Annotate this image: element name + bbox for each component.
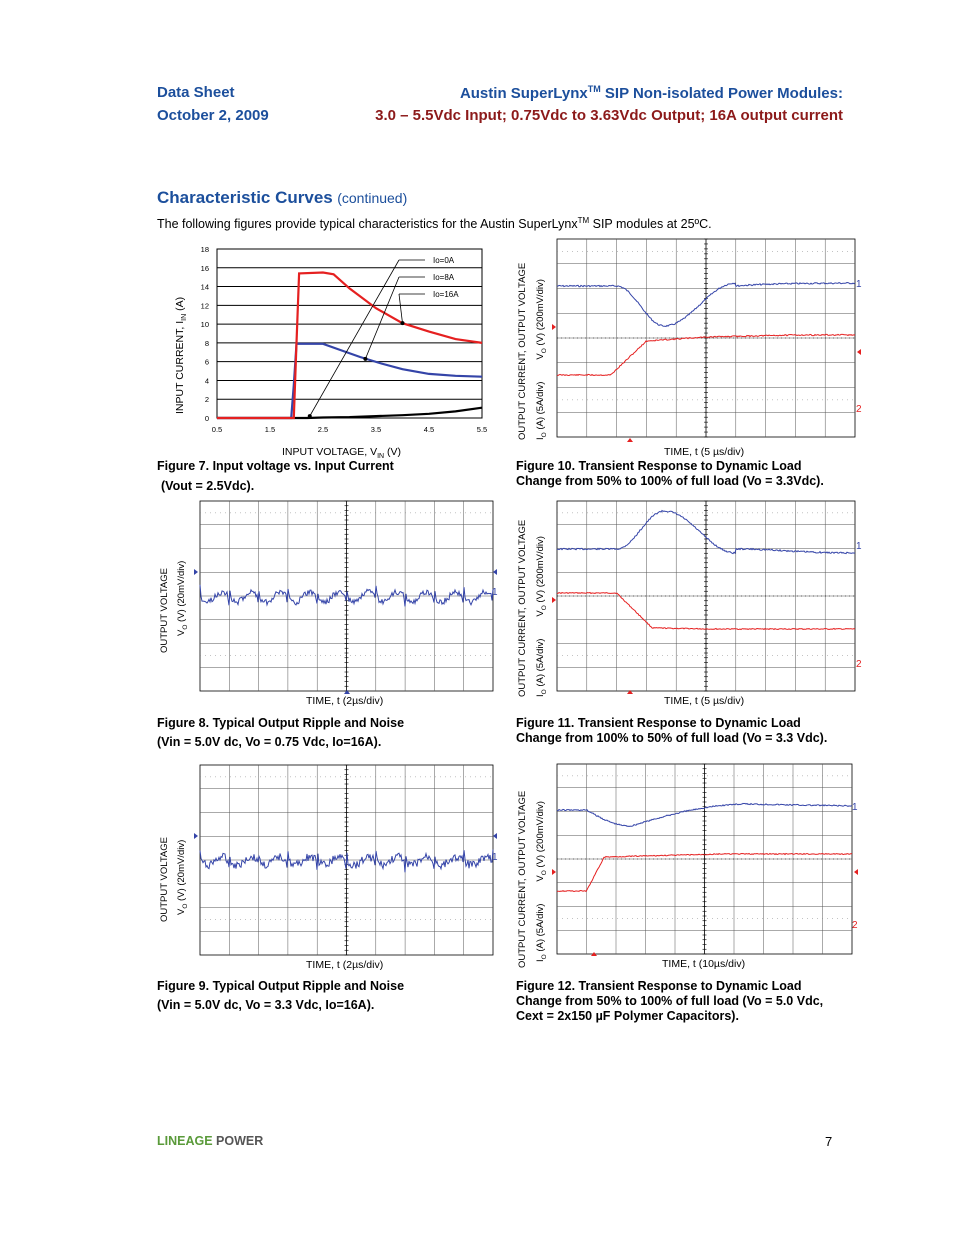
doc-title-pre: Austin SuperLynx bbox=[459, 85, 588, 102]
fig7-ytick-label: 14 bbox=[200, 282, 209, 292]
fig7-ylabel-text: INPUT CURRENT, I bbox=[174, 320, 186, 414]
fig11-ylabel-2 bbox=[535, 536, 548, 697]
fig7-xtick-label: 2.5 bbox=[317, 425, 329, 434]
fig7-ytick-label: 6 bbox=[204, 357, 209, 367]
fig7-plot-area bbox=[201, 245, 488, 434]
fig12-ylabel-v-unit: (V) (200mV/div) bbox=[535, 801, 546, 871]
fig7-xlabel-text: INPUT VOLTAGE, V bbox=[282, 446, 378, 458]
fig7-chart bbox=[196, 240, 492, 440]
fig11-marker-1: 1 bbox=[856, 541, 862, 552]
fig11-xlabel: TIME, t (5 µs/div) bbox=[664, 695, 745, 707]
fig12-ylabel-v-sub: O bbox=[540, 870, 548, 876]
fig9-scope bbox=[190, 763, 502, 959]
fig7-caption-2: (Vout = 2.5Vdc). bbox=[161, 479, 255, 493]
fig8-caption: Figure 8. Typical Output Ripple and Noise bbox=[157, 716, 405, 730]
section-heading bbox=[157, 188, 407, 208]
fig10-marker-1: 1 bbox=[856, 279, 862, 290]
fig10-marker-2: 2 bbox=[856, 404, 862, 415]
fig10-ylabel-2 bbox=[535, 279, 548, 440]
fig12-ylabel-2 bbox=[535, 801, 548, 962]
fig7-xtick-label: 3.5 bbox=[370, 425, 382, 434]
fig7-xlabel bbox=[282, 446, 401, 460]
fig7-legend-arrowhead bbox=[401, 321, 405, 325]
fig11-ylabel-v-sub: O bbox=[540, 605, 548, 611]
fig11-ylabel-v-unit: (V) (200mV/div) bbox=[535, 536, 546, 606]
section-title: Characteristic Curves bbox=[157, 188, 333, 207]
fig12-level-marker-right bbox=[854, 869, 858, 875]
fig11-scope bbox=[550, 499, 868, 697]
fig12-plot-area bbox=[552, 764, 858, 956]
fig12-caption: Figure 12. Transient Response to Dynamic Load bbox=[516, 979, 802, 993]
fig7-xtick-label: 0.5 bbox=[211, 425, 223, 434]
fig12-ylabel-v: V bbox=[535, 875, 546, 882]
fig8-ylabel-v-sub: O bbox=[181, 624, 189, 630]
fig10-caption-2: Change from 50% to 100% of full load (Vo = 3.3Vdc). bbox=[516, 474, 824, 488]
fig10-xlabel: TIME, t (5 µs/div) bbox=[664, 446, 745, 458]
fig8-level-marker-right bbox=[493, 569, 497, 575]
fig9-caption: Figure 9. Typical Output Ripple and Noise bbox=[157, 979, 405, 993]
fig11-plot-area bbox=[552, 501, 855, 694]
fig7-caption: Figure 7. Input voltage vs. Input Current bbox=[157, 459, 394, 473]
fig11-ylabel-1: OUTPUT CURRENT, OUTPUT VOLTAGE bbox=[517, 519, 528, 697]
fig10-plot-area bbox=[552, 239, 861, 442]
fig8-level-marker-left bbox=[194, 569, 198, 575]
fig8-plot-area bbox=[194, 501, 497, 694]
fig7-legend-arrow bbox=[399, 294, 403, 323]
fig7-ylabel-unit: (A) bbox=[174, 296, 186, 314]
doc-type: Data Sheet bbox=[157, 84, 235, 101]
fig11-ylabel-i: I bbox=[535, 694, 546, 697]
fig12-caption-2: Change from 50% to 100% of full load (Vo = 5.0 Vdc, bbox=[516, 994, 824, 1008]
fig7-ytick-label: 16 bbox=[200, 263, 209, 273]
fig7-legend-arrow bbox=[310, 260, 399, 416]
fig7-xlabel-sub: IN bbox=[377, 453, 385, 461]
intro-pre: The following figures provide typical characteristics for the Austin SuperLynx bbox=[157, 217, 578, 232]
fig10-trigger-marker bbox=[627, 438, 633, 442]
doc-date: October 2, 2009 bbox=[157, 107, 269, 124]
fig11-marker-2: 2 bbox=[856, 659, 862, 670]
footer-brand bbox=[157, 1134, 263, 1148]
fig7-legend-arrowhead bbox=[363, 357, 367, 361]
fig7-legend-label: Io=0A bbox=[433, 256, 455, 265]
fig10-ylabel-v-unit: (V) (200mV/div) bbox=[535, 279, 546, 349]
section-intro bbox=[157, 216, 712, 231]
fig7-legend-label: Io=16A bbox=[433, 290, 459, 299]
fig9-level-marker-right bbox=[493, 833, 497, 839]
fig9-xlabel: TIME, t (2µs/div) bbox=[306, 959, 384, 971]
fig8-marker-1: 1 bbox=[492, 587, 498, 598]
fig12-caption-3: Cext = 2x150 µF Polymer Capacitors). bbox=[516, 1009, 739, 1023]
fig7-ytick-label: 2 bbox=[204, 395, 209, 405]
section-title-note: (continued) bbox=[337, 190, 408, 206]
fig10-ylabel-i-unit: (A) (5A/div) bbox=[535, 381, 546, 433]
fig12-ylabel-i: I bbox=[535, 959, 546, 962]
fig8-ylabel-v-unit: (V) (20mV/div) bbox=[176, 560, 187, 625]
fig9-marker-1: 1 bbox=[492, 852, 498, 863]
fig8-ylabel-2 bbox=[176, 561, 189, 636]
fig11-ylabel-i-unit: (A) (5A/div) bbox=[535, 638, 546, 690]
fig9-ylabel-2 bbox=[176, 840, 189, 915]
doc-title-post: SIP Non-isolated Power Modules: bbox=[600, 85, 843, 102]
fig11-ylabel-i-sub: O bbox=[540, 689, 548, 695]
fig7-xlabel-unit: (V) bbox=[384, 446, 402, 458]
footer-brand-lineage: LINEAGE bbox=[157, 1134, 213, 1148]
fig7-legend-label: Io=8A bbox=[433, 273, 455, 282]
fig12-marker-2: 2 bbox=[852, 920, 858, 931]
fig12-level-marker-left bbox=[552, 869, 556, 875]
fig7-ylabel bbox=[174, 297, 188, 414]
footer-brand-power: POWER bbox=[212, 1134, 264, 1148]
fig12-ylabel-i-unit: (A) (5A/div) bbox=[535, 903, 546, 955]
fig8-xlabel: TIME, t (2µs/div) bbox=[306, 695, 384, 707]
doc-title bbox=[460, 84, 843, 102]
fig9-ylabel-v-unit: (V) (20mV/div) bbox=[176, 839, 187, 904]
fig10-ylabel-v: V bbox=[535, 353, 546, 360]
fig12-xlabel: TIME, t (10µs/div) bbox=[662, 958, 746, 970]
fig11-caption-2: Change from 100% to 50% of full load (Vo = 3.3 Vdc). bbox=[516, 731, 828, 745]
fig7-ytick-label: 12 bbox=[200, 301, 209, 311]
page-number: 7 bbox=[825, 1134, 833, 1149]
fig7-ytick-label: 4 bbox=[204, 376, 209, 386]
fig10-ylabel-i-sub: O bbox=[540, 432, 548, 438]
fig10-ylabel-1: OUTPUT CURRENT, OUTPUT VOLTAGE bbox=[517, 262, 528, 440]
fig7-ytick-label: 10 bbox=[200, 320, 209, 330]
fig8-scope bbox=[190, 499, 502, 697]
fig10-level-marker-right bbox=[857, 349, 861, 355]
fig12-ylabel-1: OUTPUT CURRENT, OUTPUT VOLTAGE bbox=[517, 790, 528, 968]
fig7-series-line bbox=[217, 408, 482, 418]
fig7-ylabel-sub: IN bbox=[181, 313, 189, 321]
fig9-ylabel-1: OUTPUT VOLTAGE bbox=[159, 837, 170, 922]
fig9-level-marker-left bbox=[194, 833, 198, 839]
fig10-ylabel-v-sub: O bbox=[540, 348, 548, 354]
fig7-xtick-label: 5.5 bbox=[476, 425, 488, 434]
fig7-legend-arrowhead bbox=[308, 414, 312, 418]
fig9-ylabel-v: V bbox=[176, 908, 187, 915]
intro-post: SIP modules at 25ºC. bbox=[589, 217, 712, 232]
fig12-scope bbox=[550, 762, 868, 960]
fig10-caption: Figure 10. Transient Response to Dynamic Load bbox=[516, 459, 802, 473]
fig11-level-marker-left bbox=[552, 597, 556, 603]
fig11-caption: Figure 11. Transient Response to Dynamic Load bbox=[516, 716, 801, 730]
fig9-ylabel-v-sub: O bbox=[181, 903, 189, 909]
fig8-caption-2: (Vin = 5.0V dc, Vo = 0.75 Vdc, Io=16A). bbox=[157, 735, 382, 749]
fig10-scope bbox=[550, 237, 868, 445]
fig10-level-marker-left bbox=[552, 324, 556, 330]
fig9-caption-2: (Vin = 5.0V dc, Vo = 3.3 Vdc, Io=16A). bbox=[157, 998, 375, 1012]
fig8-ylabel-1: OUTPUT VOLTAGE bbox=[159, 568, 170, 653]
fig12-ylabel-i-sub: O bbox=[540, 954, 548, 960]
intro-tm: TM bbox=[577, 216, 590, 225]
fig7-ytick-label: 8 bbox=[204, 338, 209, 348]
doc-title-tm: TM bbox=[587, 84, 601, 94]
fig8-ylabel-v: V bbox=[176, 629, 187, 636]
fig11-ylabel-v: V bbox=[535, 610, 546, 617]
fig12-marker-1: 1 bbox=[852, 802, 858, 813]
fig9-plot-area bbox=[194, 765, 497, 955]
doc-subtitle: 3.0 – 5.5Vdc Input; 0.75Vdc to 3.63Vdc Output; 16A output current bbox=[375, 107, 843, 124]
fig7-xtick-label: 1.5 bbox=[264, 425, 276, 434]
fig7-ytick-label: 0 bbox=[204, 414, 209, 423]
fig7-ytick-label: 18 bbox=[200, 245, 209, 254]
fig7-xtick-label: 4.5 bbox=[423, 425, 435, 434]
fig10-ylabel-i: I bbox=[535, 437, 546, 440]
